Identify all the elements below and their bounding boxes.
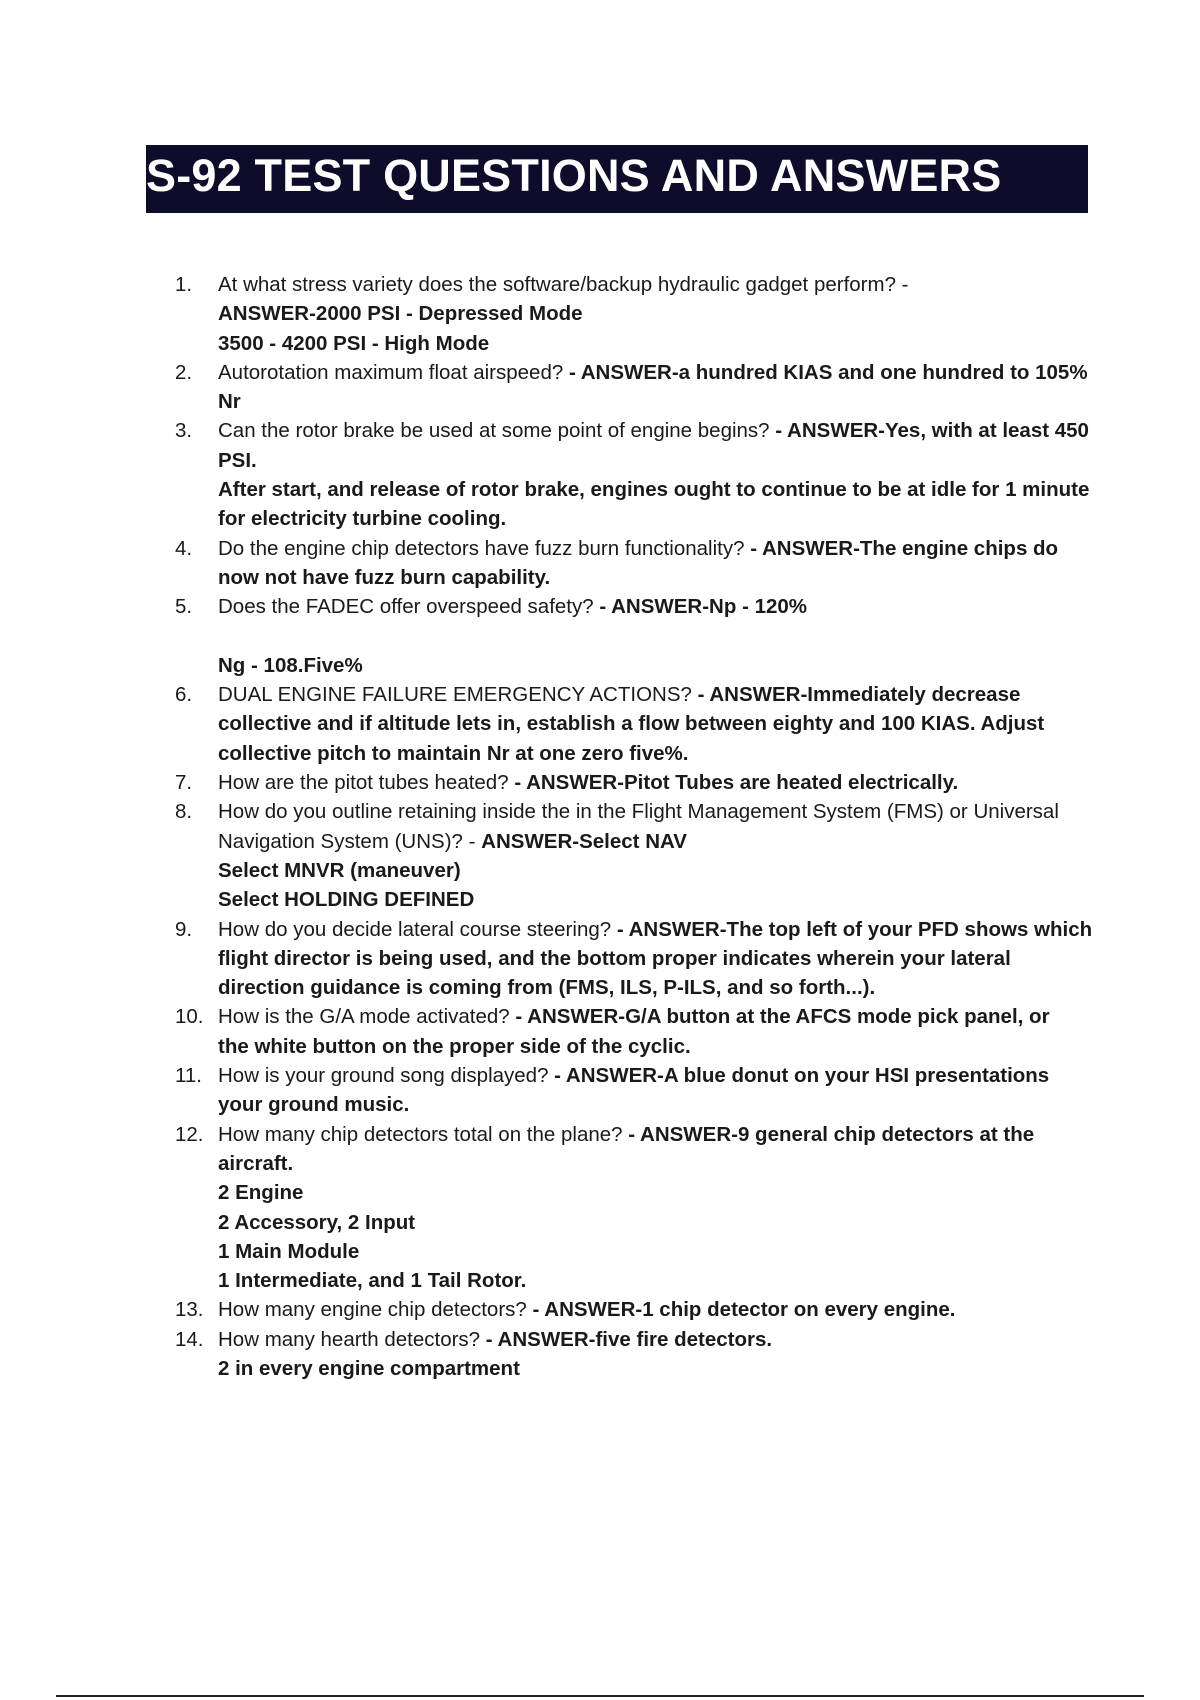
document-title-banner [146,145,1088,213]
answer-continuation: the white button on the proper side of the cyclic. [218,1034,691,1058]
question-number: 1. [175,273,193,296]
question-list [175,270,1098,1383]
question-number: 8. [175,800,193,824]
question-item [175,592,1098,680]
question-item [175,1002,1098,1061]
answer-text: - ANSWER-Immediately decrease collective and if altitude lets in, establish a flow between eighty and 100 KIAS. Adjust collective pitch to maintain Nr at one zero five%. [218,683,1045,765]
question-item [175,1120,1098,1296]
question-text: How is your ground song displayed? [218,1064,555,1088]
question-number: 5. [175,595,193,619]
question-number: 6. [175,683,193,707]
question-text: At what stress variety does the software/backup hydraulic gadget perform? - [218,273,909,296]
answer-text: - ANSWER-A blue donut on your HSI presentations your ground music. [218,1064,1050,1117]
question-item [175,768,1098,797]
answer-continuation: 1 Intermediate, and 1 Tail Rotor. [218,1269,527,1293]
question-number: 14. [175,1327,204,1351]
question-text: How many chip detectors total on the plane? [218,1122,629,1146]
question-item [175,1295,1098,1324]
answer-text: - ANSWER-9 general chip detectors at the aircraft. [218,1122,1035,1175]
answer-continuation: Select MNVR (maneuver) [218,858,461,882]
question-item [175,915,1098,1003]
document-title: S-92 TEST QUESTIONS AND ANSWERS [146,150,1002,201]
question-item [175,1325,1098,1384]
answer-continuation: ANSWER-2000 PSI - Depressed Mode [218,302,583,326]
question-text: DUAL ENGINE FAILURE EMERGENCY ACTIONS? [218,683,698,707]
question-number: 12. [175,1122,204,1146]
answer-continuation: After start, and release of rotor brake, engines ought to continue to be at idle for 1 minute for electricity turbine cooling. [218,478,1090,531]
answer-continuation: 2 Engine [218,1181,304,1205]
answer-text: - ANSWER-a hundred KIAS and one hundred to 105% Nr [218,360,1088,414]
answer-text: - ANSWER-G/A button at the AFCS mode pick panel, or [515,1005,1050,1029]
question-number: 13. [175,1298,204,1322]
answer-continuation: 3500 - 4200 PSI - High Mode [218,331,490,355]
question-text: How many engine chip detectors? [218,1298,533,1322]
question-item [175,270,1098,358]
question-number: 11. [175,1064,202,1088]
footer-divider [56,1695,1144,1697]
question-number: 3. [175,419,193,443]
blank-line [218,622,1098,651]
answer-continuation: Ng - 108.Five% [218,653,363,677]
answer-text: - ANSWER-Yes, with at least 450 PSI. [218,419,1089,472]
question-text: How many hearth detectors? [218,1327,486,1351]
answer-continuation: 2 in every engine compartment [218,1356,520,1380]
question-number: 2. [175,360,193,384]
question-number: 7. [175,771,193,795]
answer-text: - ANSWER-1 chip detector on every engine. [532,1298,956,1322]
question-text: Does the FADEC offer overspeed safety? [218,595,600,619]
question-item [175,416,1098,533]
question-item [175,358,1098,417]
question-text: How do you outline retaining inside the in the Flight Management System (FMS) or Universal Navigation System (UNS)? - [218,800,1059,853]
answer-text: - ANSWER-five fire detectors. [485,1327,773,1351]
question-text: Can the rotor brake be used at some point of engine begins? [218,419,776,443]
question-text: How do you decide lateral course steering? [218,917,617,941]
question-number: 9. [175,917,193,941]
question-item [175,680,1098,768]
question-text: How are the pitot tubes heated? [218,771,515,795]
answer-text: - ANSWER-Np - 120% [599,595,808,619]
question-text: Do the engine chip detectors have fuzz burn functionality? [218,536,751,560]
question-item [175,1061,1098,1120]
answer-continuation: 1 Main Module [218,1239,360,1263]
answer-text: - ANSWER-The top left of your PFD shows which flight director is being used, and the bottom proper indicates wherein your lateral direction guidance is coming from (FMS, ILS, P-ILS, and so forth...). [218,917,1093,1000]
question-text: Autorotation maximum float airspeed? [218,360,569,384]
answer-text: ANSWER-Select NAV [481,829,687,853]
question-item [175,797,1098,914]
question-item [175,534,1098,593]
question-text: How is the G/A mode activated? [218,1005,516,1029]
answer-text: - ANSWER-Pitot Tubes are heated electrically. [514,771,959,795]
answer-continuation: Select HOLDING DEFINED [218,888,475,912]
answer-continuation: 2 Accessory, 2 Input [218,1210,416,1234]
question-number: 10. [175,1005,204,1029]
question-number: 4. [175,536,193,560]
answer-text: - ANSWER-The engine chips do now not have fuzz burn capability. [218,536,1059,589]
